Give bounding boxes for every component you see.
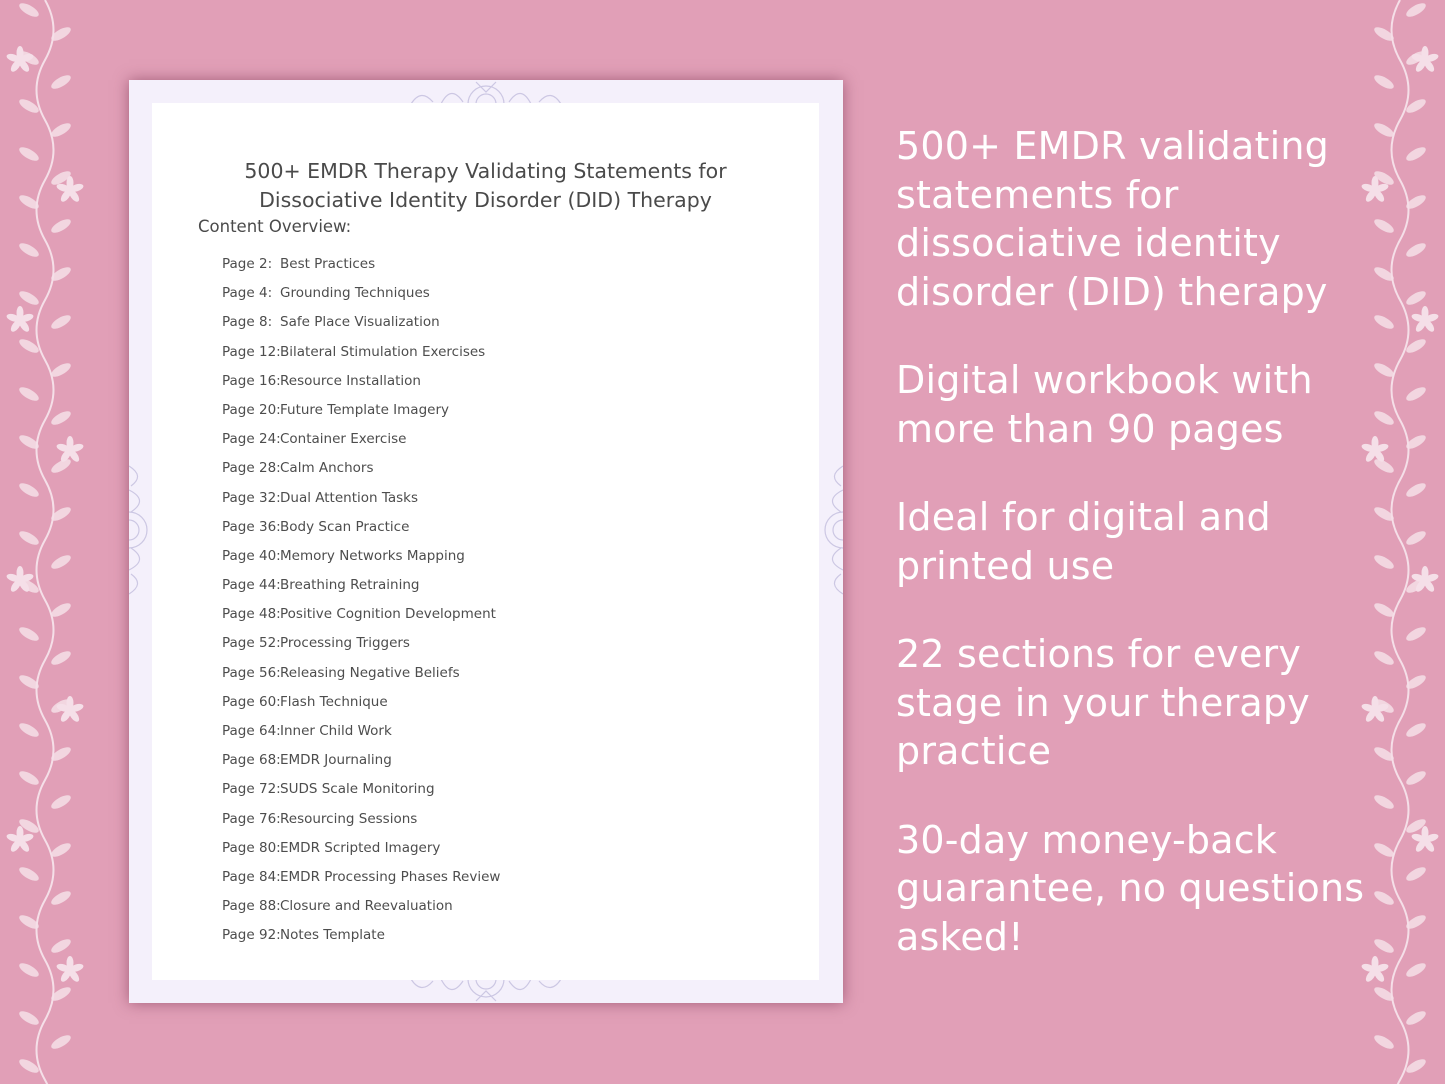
toc-section-title: Container Exercise bbox=[280, 431, 407, 448]
toc-page-number: Page 88: bbox=[222, 898, 281, 915]
toc-entry bbox=[222, 546, 500, 575]
toc-entry bbox=[222, 342, 500, 371]
toc-page-number: Page 84: bbox=[222, 868, 281, 885]
toc-entry bbox=[222, 809, 500, 838]
toc-section-title: Grounding Techniques bbox=[280, 285, 430, 302]
feature-list bbox=[896, 122, 1416, 961]
mandala-decoration-bottom bbox=[381, 979, 591, 1003]
toc-entry bbox=[222, 458, 500, 487]
toc-section-title: Closure and Reevaluation bbox=[280, 898, 453, 915]
toc-section-title: Future Template Imagery bbox=[280, 401, 449, 418]
toc-entry bbox=[222, 371, 500, 400]
toc-page-number: Page 60: bbox=[222, 693, 281, 710]
toc-section-title: Flash Technique bbox=[280, 693, 388, 710]
feature-guarantee: 30-day money-back guarantee, no questions asked! bbox=[896, 817, 1365, 959]
toc-entry bbox=[222, 721, 500, 750]
toc-section-title: Memory Networks Mapping bbox=[280, 547, 465, 564]
toc-section-title: EMDR Processing Phases Review bbox=[280, 868, 501, 885]
toc-entry bbox=[222, 575, 500, 604]
toc-page-number: Page 2: bbox=[222, 256, 273, 272]
toc-page-number: Page 76: bbox=[222, 810, 281, 827]
document-title-line-1: 500+ EMDR Therapy Validating Statements for bbox=[244, 159, 727, 183]
toc-page-number: Page 40: bbox=[222, 547, 281, 564]
toc-entry bbox=[222, 429, 500, 458]
toc-section-title: EMDR Scripted Imagery bbox=[280, 839, 441, 856]
toc-section-title: Inner Child Work bbox=[280, 723, 392, 739]
toc-section-title: Releasing Negative Beliefs bbox=[280, 664, 460, 681]
toc-entry bbox=[222, 488, 500, 517]
feature-sections: 22 sections for every stage in your therapy practice bbox=[896, 632, 1310, 773]
toc-page-number: Page 24: bbox=[222, 431, 281, 448]
toc-entry bbox=[222, 925, 500, 954]
page-content bbox=[152, 103, 819, 980]
toc-page-number: Page 32: bbox=[222, 489, 281, 506]
content-overview-label: Content Overview: bbox=[198, 217, 352, 236]
toc-entry bbox=[222, 633, 500, 662]
toc-page-number: Page 68: bbox=[222, 752, 281, 769]
toc-section-title: Processing Triggers bbox=[280, 635, 410, 652]
toc-section-title: Resource Installation bbox=[280, 372, 421, 389]
toc-page-number: Page 16: bbox=[222, 372, 281, 389]
toc-page-number: Page 4: bbox=[222, 285, 273, 302]
toc-entry bbox=[222, 692, 500, 721]
toc-entry bbox=[222, 838, 500, 867]
toc-page-number: Page 12: bbox=[222, 343, 281, 360]
toc-page-number: Page 48: bbox=[222, 606, 281, 623]
toc-page-number: Page 92: bbox=[222, 927, 281, 944]
feature-statements: 500+ EMDR validating statements for dissociative identity disorder (DID) therapy bbox=[896, 124, 1329, 314]
toc-entry bbox=[222, 312, 500, 341]
toc-section-title: Safe Place Visualization bbox=[280, 314, 440, 331]
toc-section-title: SUDS Scale Monitoring bbox=[280, 781, 435, 798]
feature-usage: Ideal for digital and printed use bbox=[896, 495, 1271, 588]
workbook-page-preview bbox=[129, 80, 843, 1003]
toc-section-title: Bilateral Stimulation Exercises bbox=[280, 343, 486, 360]
toc-page-number: Page 8: bbox=[222, 314, 273, 331]
toc-page-number: Page 28: bbox=[222, 460, 281, 477]
toc-entry bbox=[222, 254, 500, 283]
toc-page-number: Page 36: bbox=[222, 518, 281, 535]
toc-section-title: Breathing Retraining bbox=[280, 577, 420, 594]
mandala-decoration-right bbox=[819, 450, 843, 610]
mandala-decoration-left bbox=[129, 450, 153, 610]
toc-section-title: Calm Anchors bbox=[280, 460, 374, 477]
toc-page-number: Page 72: bbox=[222, 781, 281, 798]
feature-page-count: Digital workbook with more than 90 pages bbox=[896, 358, 1313, 451]
toc-page-number: Page 20: bbox=[222, 401, 281, 418]
toc-section-title: Best Practices bbox=[280, 256, 376, 272]
toc-entry bbox=[222, 896, 500, 925]
mandala-decoration-top bbox=[381, 80, 591, 104]
toc-section-title: EMDR Journaling bbox=[280, 752, 392, 769]
toc-section-title: Resourcing Sessions bbox=[280, 810, 418, 827]
toc-page-number: Page 56: bbox=[222, 664, 281, 681]
toc-entry bbox=[222, 750, 500, 779]
toc-entry bbox=[222, 283, 500, 312]
table-of-contents bbox=[222, 254, 500, 955]
toc-entry bbox=[222, 867, 500, 896]
toc-section-title: Body Scan Practice bbox=[280, 518, 410, 535]
toc-entry bbox=[222, 400, 500, 429]
floral-vine-left bbox=[0, 0, 90, 1084]
toc-entry bbox=[222, 779, 500, 808]
toc-page-number: Page 52: bbox=[222, 635, 281, 652]
document-title-line-2: Dissociative Identity Disorder (DID) Therapy bbox=[259, 188, 712, 212]
toc-page-number: Page 80: bbox=[222, 839, 281, 856]
toc-entry bbox=[222, 604, 500, 633]
toc-entry bbox=[222, 517, 500, 546]
toc-page-number: Page 44: bbox=[222, 577, 281, 594]
toc-section-title: Notes Template bbox=[280, 927, 385, 944]
toc-entry bbox=[222, 663, 500, 692]
toc-page-number: Page 64: bbox=[222, 723, 281, 739]
toc-section-title: Positive Cognition Development bbox=[280, 606, 496, 623]
toc-section-title: Dual Attention Tasks bbox=[280, 489, 419, 506]
document-title bbox=[152, 157, 819, 215]
